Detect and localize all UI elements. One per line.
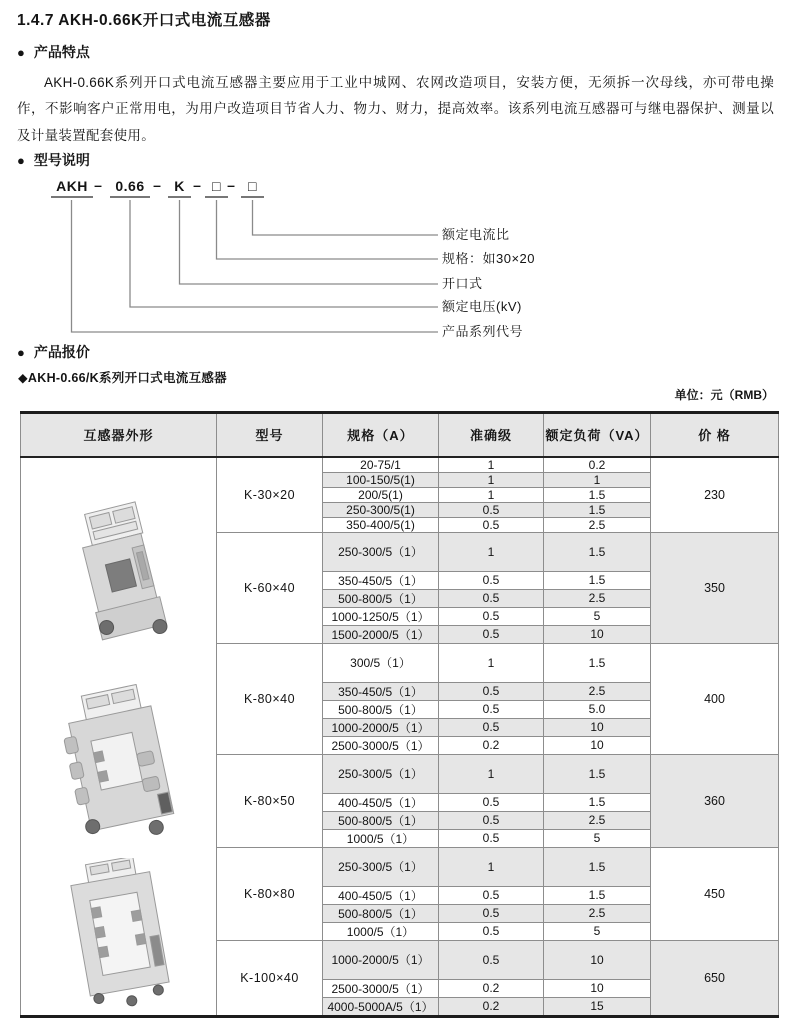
spec-cell: 1000/5（1） [323,829,439,847]
price-cell: 360 [651,754,779,847]
price-table-body [21,457,779,1017]
spec-cell: 4000-5000A/5（1） [323,997,439,1016]
model-dash: – [227,177,235,193]
spec-cell: 300/5（1） [323,643,439,682]
model-label-ratio: 额定电流比 [442,227,510,242]
spec-cell: 100-150/5(1) [323,472,439,487]
model-cell: K-30×20 [217,457,323,533]
price-cell: 650 [651,940,779,1016]
accuracy-cell: 0.5 [439,625,544,643]
burden-cell: 15 [544,997,651,1016]
accuracy-cell: 1 [439,643,544,682]
price-table [20,411,779,1018]
burden-cell: 5 [544,829,651,847]
model-cell: K-80×40 [217,643,323,754]
spec-cell: 350-450/5（1） [323,682,439,700]
accuracy-cell: 0.5 [439,502,544,517]
accuracy-cell: 0.2 [439,736,544,754]
section-heading-features [17,42,90,62]
model-diagram [18,178,788,344]
burden-cell: 10 [544,979,651,997]
accuracy-cell: 0.5 [439,571,544,589]
features-paragraph: AKH-0.66K系列开口式电流互感器主要应用于工业中城网、农网改造项目，安装方便，无须拆一次母线，亦可带电操作，不影响客户正常用电，为用户改造项目节省人力、物力、财力，提高效率。该系列电流互感器可与继电器保护、测量以及计量装置配套使用。 [17,75,774,143]
unit-note: 单位：元（RMB） [674,388,774,402]
spec-cell: 250-300/5(1) [323,502,439,517]
spec-cell: 2500-3000/5（1） [323,736,439,754]
photo-column [21,458,216,1015]
burden-cell: 0.2 [544,457,651,473]
col-header-spec: 规格（A） [323,413,439,457]
accuracy-cell: 0.2 [439,997,544,1016]
accuracy-cell: 0.5 [439,829,544,847]
spec-cell: 400-450/5（1） [323,793,439,811]
ct-open-type-medium [51,684,186,856]
model-label-size: 规格：如30×20 [442,251,536,266]
spec-cell: 500-800/5（1） [323,904,439,922]
model-segment-voltage: 0.66 [110,178,150,198]
transformer-photo-small [59,494,179,665]
col-header-accuracy: 准确级 [439,413,544,457]
spec-cell: 1000-2000/5（1） [323,940,439,979]
spec-cell: 500-800/5（1） [323,700,439,718]
model-dash: – [94,177,102,193]
burden-cell: 1.5 [544,487,651,502]
spec-cell: 400-450/5（1） [323,886,439,904]
burden-cell: 10 [544,625,651,643]
spec-cell: 500-800/5（1） [323,589,439,607]
burden-cell: 1 [544,472,651,487]
model-segment-opentype: K [168,178,191,198]
burden-cell: 10 [544,718,651,736]
model-segment-ratio-box: □ [241,178,264,198]
bullet-icon: ● [17,44,25,60]
spec-cell: 350-400/5(1) [323,517,439,532]
section-heading-pricing [17,342,90,362]
spec-cell: 200/5(1) [323,487,439,502]
col-header-model: 型号 [217,413,323,457]
col-header-burden: 额定负荷（VA） [544,413,651,457]
accuracy-cell: 1 [439,487,544,502]
model-connector-lines [18,178,788,344]
table-header-row [21,413,779,457]
section-heading-label: 产品报价 [33,344,90,360]
model-cell: K-60×40 [217,532,323,643]
burden-cell: 2.5 [544,904,651,922]
bullet-icon: ● [17,344,25,360]
accuracy-cell: 0.5 [439,886,544,904]
accuracy-cell: 0.5 [439,922,544,940]
section-heading-label: 型号说明 [33,152,90,168]
price-cell: 230 [651,457,779,533]
spec-cell: 1000/5（1） [323,922,439,940]
col-header-price: 价 格 [651,413,779,457]
accuracy-cell: 1 [439,847,544,886]
accuracy-cell: 1 [439,532,544,571]
burden-cell: 10 [544,940,651,979]
burden-cell: 10 [544,736,651,754]
burden-cell: 1.5 [544,532,651,571]
transformer-photos-cell [21,457,217,1017]
col-header-shape: 互感器外形 [21,413,217,457]
table-row [21,457,779,473]
accuracy-cell: 1 [439,754,544,793]
accuracy-cell: 0.5 [439,682,544,700]
accuracy-cell: 0.5 [439,589,544,607]
accuracy-cell: 0.5 [439,904,544,922]
price-cell: 350 [651,532,779,643]
spec-cell: 20-75/1 [323,457,439,473]
accuracy-cell: 0.2 [439,979,544,997]
spec-cell: 250-300/5（1） [323,847,439,886]
page-title: 1.4.7 AKH-0.66K开口式电流互感器 [17,12,271,29]
burden-cell: 5 [544,922,651,940]
model-cell: K-80×80 [217,847,323,940]
ct-open-type-large [54,858,184,1010]
transformer-photo-medium [51,684,186,859]
model-label-open: 开口式 [442,276,483,291]
burden-cell: 1.5 [544,754,651,793]
model-dash: – [193,177,201,193]
accuracy-cell: 0.5 [439,517,544,532]
accuracy-cell: 0.5 [439,940,544,979]
burden-cell: 2.5 [544,517,651,532]
burden-cell: 1.5 [544,502,651,517]
burden-cell: 1.5 [544,793,651,811]
burden-cell: 2.5 [544,811,651,829]
spec-cell: 1500-2000/5（1） [323,625,439,643]
price-cell: 450 [651,847,779,940]
model-segment-size-box: □ [205,178,228,198]
spec-cell: 250-300/5（1） [323,532,439,571]
ct-open-type-small [59,494,179,662]
burden-cell: 1.5 [544,643,651,682]
burden-cell: 5.0 [544,700,651,718]
accuracy-cell: 0.5 [439,700,544,718]
spec-cell: 2500-3000/5（1） [323,979,439,997]
model-label-series: 产品系列代号 [442,324,524,339]
burden-cell: 1.5 [544,847,651,886]
burden-cell: 1.5 [544,571,651,589]
section-heading-model [17,150,90,170]
burden-cell: 2.5 [544,682,651,700]
model-segment-series: AKH [51,178,93,198]
table-subtitle: ◆AKH-0.66/K系列开口式电流互感器 [18,371,227,385]
burden-cell: 2.5 [544,589,651,607]
accuracy-cell: 0.5 [439,607,544,625]
price-cell: 400 [651,643,779,754]
section-heading-label: 产品特点 [33,44,90,60]
model-dash: – [153,177,161,193]
transformer-photo-large [54,858,184,1013]
burden-cell: 1.5 [544,886,651,904]
spec-cell: 250-300/5（1） [323,754,439,793]
spec-cell: 1000-2000/5（1） [323,718,439,736]
accuracy-cell: 0.5 [439,793,544,811]
spec-cell: 350-450/5（1） [323,571,439,589]
model-cell: K-100×40 [217,940,323,1016]
model-cell: K-80×50 [217,754,323,847]
accuracy-cell: 1 [439,472,544,487]
spec-cell: 500-800/5（1） [323,811,439,829]
accuracy-cell: 0.5 [439,811,544,829]
accuracy-cell: 1 [439,457,544,473]
bullet-icon: ● [17,152,25,168]
accuracy-cell: 0.5 [439,718,544,736]
model-label-voltage: 额定电压(kV) [442,299,522,314]
burden-cell: 5 [544,607,651,625]
spec-cell: 1000-1250/5（1） [323,607,439,625]
